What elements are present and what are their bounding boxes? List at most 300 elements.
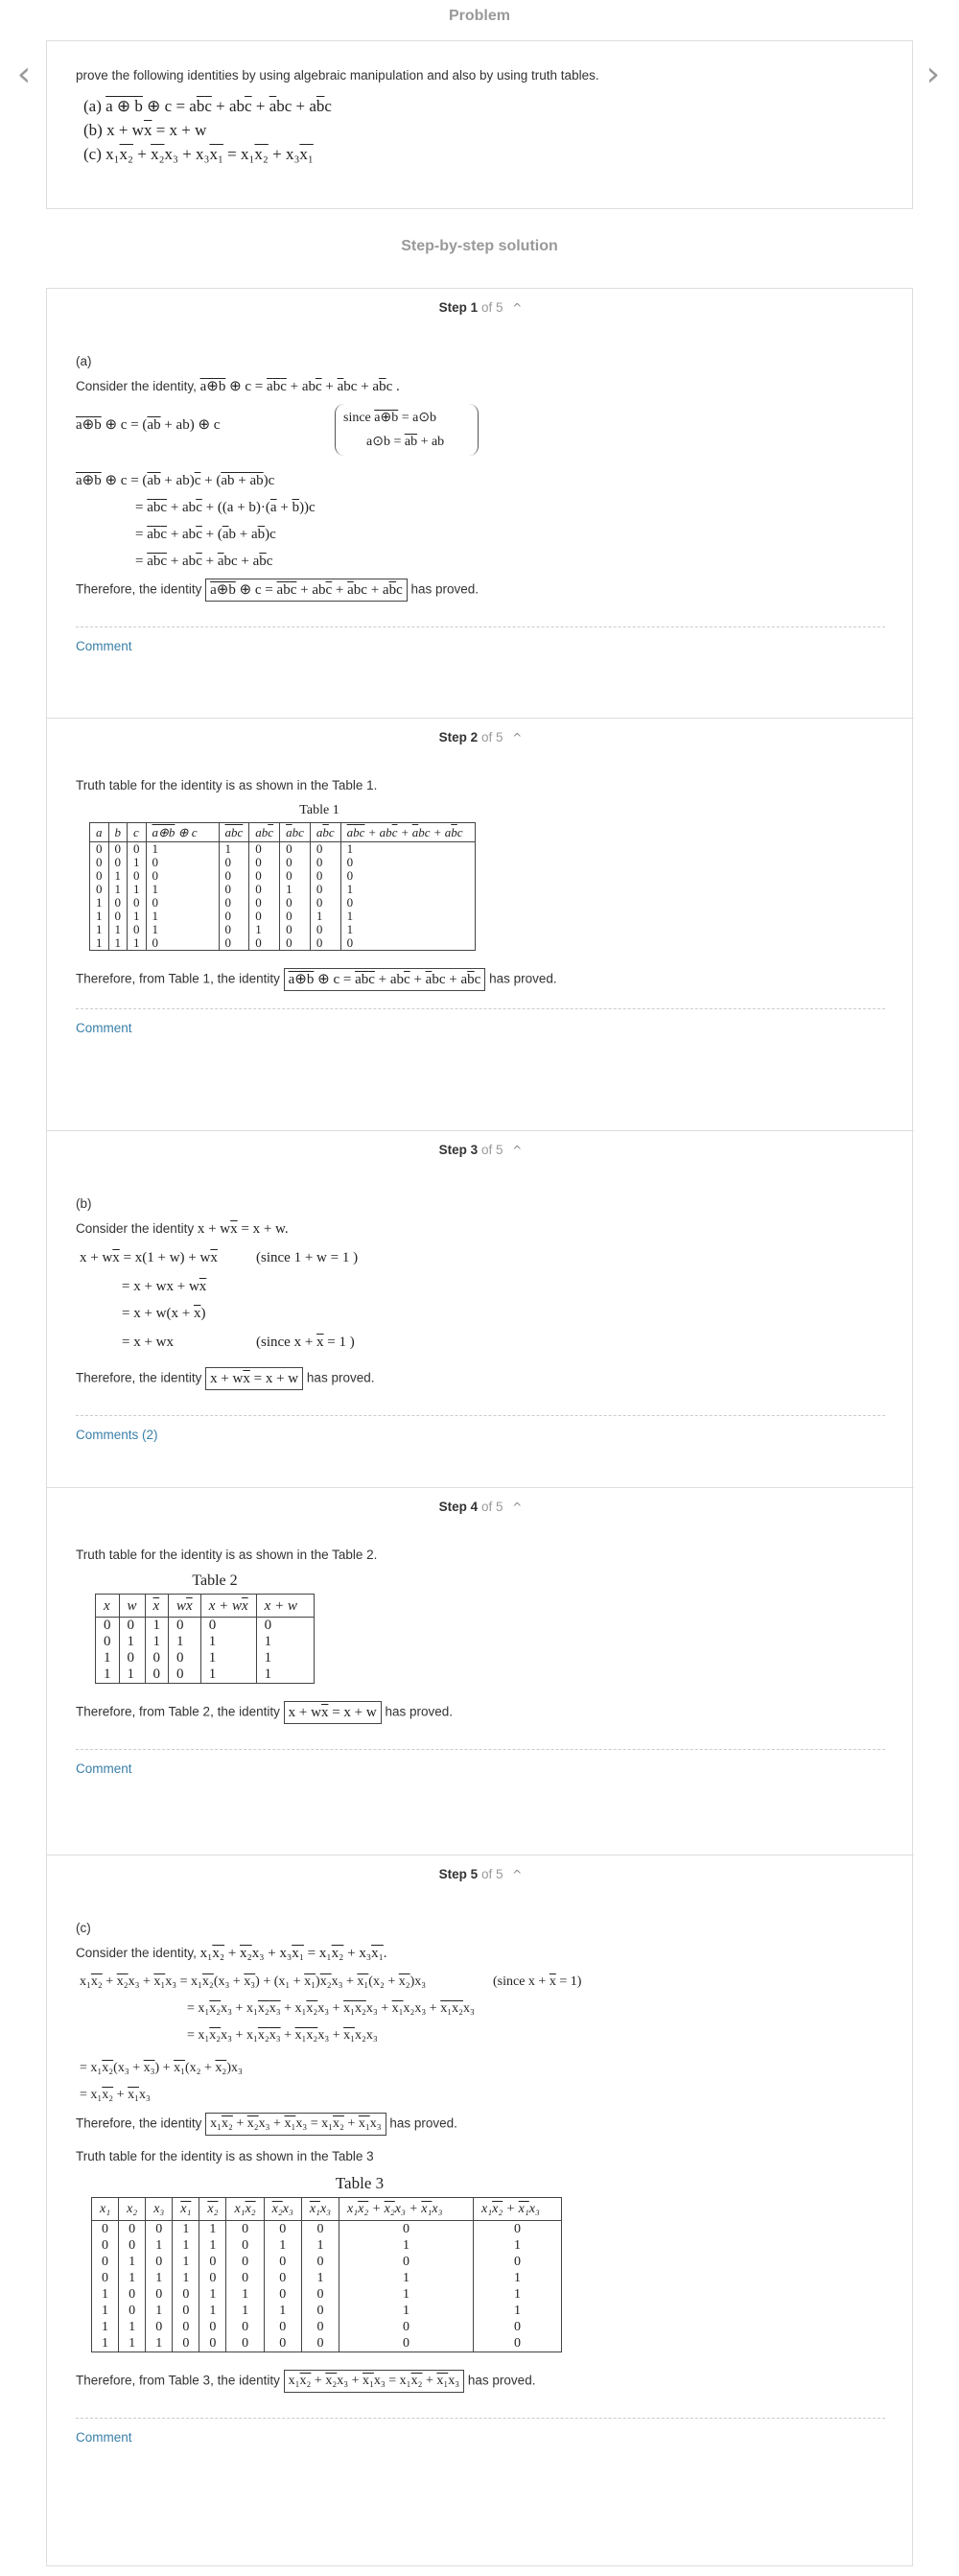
table-cell: 0 <box>108 896 128 910</box>
note: (since $x + \overline{x} = 1$) <box>493 1974 582 1989</box>
note: (since $x + \overline{x} = 1$ ) <box>256 1335 355 1350</box>
table-intro: Truth table for the identity is as shown in the Table 2. <box>76 1548 378 1562</box>
table-cell: 1 <box>146 2303 173 2319</box>
table-cell: 0 <box>301 2319 339 2335</box>
table-cell: 0 <box>249 936 280 951</box>
col-header: $\overline{a}\overline{b}\overline{c} + ab\overline{c} + \overline{a}bc + a\overline{b}c$ <box>340 823 475 842</box>
boxed-identity: $x + w\overline{x} = x + w$ <box>284 1701 382 1724</box>
table-cell: 0 <box>310 842 340 857</box>
derivation-intro: a⊕b ⊕ $c = (\overline{a}\overline{b} + ab)$ ⊕ c since a⊕b = a⊙b a⊙b = $\overline{a}\overline{b}$ + ab <box>76 404 885 461</box>
table-cell: 1 <box>340 842 475 857</box>
derivation-b: $x + w\overline{x} = x(1 + w) + w\overline{x}$ = x + wx + $w\overline{x}$ = $x + w(x + \overline{x})$ = x + wx (since 1 + w = 1 ) (since $x + \overline{x} = 1$ ) <box>76 1244 885 1359</box>
table-title: Table 3 <box>335 2174 385 2192</box>
table-cell: 0 <box>264 2221 301 2238</box>
therefore-line <box>76 968 885 991</box>
table-cell: 1 <box>108 869 128 883</box>
comment-link[interactable]: Comment <box>76 1021 132 1035</box>
table-title: Table 1 <box>299 803 339 817</box>
table-cell: 1 <box>128 883 147 896</box>
table-cell: 1 <box>92 2335 119 2352</box>
table-cell: 1 <box>226 2303 264 2319</box>
table-cell: 0 <box>199 2270 226 2286</box>
table-cell: 1 <box>339 2286 474 2303</box>
table-cell: 0 <box>219 883 249 896</box>
table-cell: 0 <box>474 2221 562 2238</box>
step-label: Step 2 <box>438 730 479 744</box>
table-cell: 0 <box>474 2254 562 2270</box>
table-cell: 1 <box>146 910 219 923</box>
table-cell: 1 <box>474 2286 562 2303</box>
proved-text: has proved. <box>489 971 557 986</box>
table-row <box>90 883 476 896</box>
truth-table-2 <box>95 1594 315 1684</box>
table-row <box>92 2319 562 2335</box>
therefore-line <box>76 2113 885 2136</box>
table-cell: 0 <box>264 2270 301 2286</box>
consider-math: $x + w\overline{x} = x + w$. <box>197 1221 289 1237</box>
consider-text: Consider the identity, <box>76 1946 197 1960</box>
table-cell: 1 <box>119 1666 145 1684</box>
col-header: x₂x₃ <box>264 2198 301 2221</box>
therefore-line <box>76 1701 885 1724</box>
table-cell: 1 <box>145 1618 169 1635</box>
comment-link[interactable]: Comment <box>76 2430 132 2445</box>
col-header: $w\overline{x}$ <box>169 1595 201 1618</box>
col-header: b <box>108 823 128 842</box>
table-cell: 1 <box>199 2237 226 2254</box>
table-cell: 0 <box>173 2286 199 2303</box>
proved-text: has proved. <box>385 1704 454 1719</box>
table-cell: 0 <box>219 936 249 951</box>
table-cell: 1 <box>474 2303 562 2319</box>
table-cell: 1 <box>249 923 280 936</box>
table-row <box>92 2237 562 2254</box>
table-row <box>96 1666 315 1684</box>
table-cell: 1 <box>90 923 109 936</box>
boxed-identity: a⊕b ⊕ $c = \overline{a}\overline{b}\overline{c} + ab\overline{c} + \overline{a}bc + a\overline{b}c$ <box>284 968 486 991</box>
table-cell: 1 <box>119 2319 146 2335</box>
table-cell: 0 <box>301 2286 339 2303</box>
proved-text: has proved. <box>467 2373 536 2388</box>
table-cell: 0 <box>474 2335 562 2352</box>
table-cell: 0 <box>249 910 280 923</box>
col-header: x₁x₂ + x₁x₃ <box>474 2198 562 2221</box>
table-cell: 0 <box>301 2254 339 2270</box>
table-cell: 0 <box>200 1618 256 1635</box>
table-cell: 0 <box>119 2286 146 2303</box>
step-label: Step 1 <box>438 300 479 315</box>
problem-part-a: (a) a ⊕ b ⊕ $c = a\overline{b}\overline{c} + ab\overline{c} + \overline{a}bc + a\overline{b}c$ <box>83 97 332 115</box>
table-cell: 1 <box>280 883 311 896</box>
table-cell: 1 <box>90 896 109 910</box>
table-cell: 0 <box>339 2221 474 2238</box>
chevron-right-icon[interactable]: › <box>925 55 941 94</box>
proved-text: has proved. <box>410 581 480 597</box>
table-intro: Truth table for the identity is as shown in the Table 3 <box>76 2149 374 2163</box>
table-cell: 0 <box>128 869 147 883</box>
table-cell: 1 <box>128 910 147 923</box>
truth-table-3 <box>91 2197 562 2352</box>
therefore-text: Therefore, the identity <box>76 2115 202 2131</box>
table-intro: Truth table for the identity is as shown in the Table 1. <box>76 778 378 792</box>
table-row <box>92 2335 562 2352</box>
comment-link[interactable]: Comment <box>76 639 132 653</box>
consider-line <box>76 1219 885 1239</box>
table-cell: 1 <box>340 923 475 936</box>
table-cell: 0 <box>310 856 340 869</box>
col-header: x₁x₃ <box>301 2198 339 2221</box>
divider <box>76 1415 885 1416</box>
col-header: x₁x₂ + x₂x₃ + x₁x₃ <box>339 2198 474 2221</box>
consider-math: x₁x₂ + x₂x₃ + x₃x₁ = x₁x₂ + x₃x₁. <box>199 1946 387 1961</box>
step-5-header[interactable] <box>47 1855 914 1894</box>
divider <box>76 2418 885 2419</box>
table-row <box>92 2270 562 2286</box>
chevron-up-icon: ^ <box>512 1501 523 1514</box>
table-cell: 1 <box>310 910 340 923</box>
table-cell: 0 <box>339 2335 474 2352</box>
table-cell: 1 <box>301 2237 339 2254</box>
table-cell: 1 <box>474 2237 562 2254</box>
table-cell: 1 <box>128 936 147 951</box>
table-cell: 1 <box>119 2254 146 2270</box>
table-row <box>90 910 476 923</box>
table-cell: 0 <box>108 856 128 869</box>
col-header: a⊕b ⊕ c <box>146 823 219 842</box>
table-cell: 1 <box>92 2303 119 2319</box>
table-cell: 0 <box>108 842 128 857</box>
table-row <box>90 842 476 857</box>
comment-link[interactable]: Comment <box>76 1761 132 1776</box>
step-3 <box>47 1130 914 1487</box>
chevron-up-icon: ^ <box>512 1868 523 1881</box>
table-cell: 0 <box>108 910 128 923</box>
table-cell: 0 <box>340 856 475 869</box>
boxed-identity: x₁x₂ + x₂x₃ + x₁x₃ = x₁x₂ + x₁x₃ <box>205 2113 386 2136</box>
table-cell: 0 <box>128 923 147 936</box>
therefore-text: Therefore, the identity <box>76 581 202 597</box>
table-cell: 1 <box>339 2270 474 2286</box>
table-cell: 0 <box>226 2254 264 2270</box>
table-cell: 0 <box>90 883 109 896</box>
table-cell: 0 <box>146 2221 173 2238</box>
table-cell: 0 <box>145 1666 169 1684</box>
col-header: $a\overline{b}c$ <box>310 823 340 842</box>
part-label: (b) <box>76 1196 92 1211</box>
col-header: $\overline{a}bc$ <box>280 823 311 842</box>
table-row <box>90 936 476 951</box>
table-cell: 0 <box>340 896 475 910</box>
boxed-identity: a⊕b ⊕ $c = \overline{a}\overline{b}\overline{c} + ab\overline{c} + \overline{a}bc + a\overline{b}c$ <box>205 579 408 602</box>
step-2-header[interactable] <box>47 719 914 757</box>
col-header: c <box>128 823 147 842</box>
step-1 <box>47 289 914 718</box>
col-header: x₂ <box>119 2198 146 2221</box>
table-cell: 1 <box>146 2237 173 2254</box>
chevron-up-icon: ^ <box>512 301 523 315</box>
therefore-line <box>76 579 885 602</box>
therefore-text: Therefore, from Table 2, the identity <box>76 1704 280 1719</box>
table-cell: 0 <box>249 883 280 896</box>
table-row <box>96 1634 315 1650</box>
table-cell: 0 <box>119 1650 145 1666</box>
chevron-up-icon: ^ <box>512 1144 523 1157</box>
col-header: $\overline{a}\overline{b}\overline{c}$ <box>219 823 249 842</box>
table-cell: 0 <box>128 896 147 910</box>
table-cell: 1 <box>92 2286 119 2303</box>
table-cell: 0 <box>340 936 475 951</box>
table-cell: 0 <box>173 2319 199 2335</box>
table-cell: 0 <box>310 936 340 951</box>
col-header: $\overline{x}$ <box>145 1595 169 1618</box>
table-cell: 0 <box>280 936 311 951</box>
table-cell: 0 <box>145 1650 169 1666</box>
table-cell: 0 <box>219 856 249 869</box>
table-cell: 1 <box>145 1634 169 1650</box>
table-cell: 0 <box>339 2254 474 2270</box>
table-cell: 0 <box>301 2335 339 2352</box>
table-cell: 0 <box>280 896 311 910</box>
table-cell: 0 <box>92 2221 119 2238</box>
table-cell: 0 <box>90 856 109 869</box>
table-row <box>92 2221 562 2238</box>
table-cell: 0 <box>249 856 280 869</box>
table-cell: 1 <box>146 883 219 896</box>
col-header: $ab\overline{c}$ <box>249 823 280 842</box>
problem-card <box>46 40 913 209</box>
table-cell: 0 <box>146 2319 173 2335</box>
table-cell: 0 <box>146 936 219 951</box>
table-cell: 0 <box>146 869 219 883</box>
since-box: since a⊕b = a⊙b a⊙b = $\overline{a}\overline{b}$ + ab <box>335 404 479 456</box>
table-cell: 0 <box>173 2335 199 2352</box>
table-cell: 0 <box>310 883 340 896</box>
table-cell: 0 <box>92 2237 119 2254</box>
table-cell: 1 <box>301 2270 339 2286</box>
table-row <box>96 1618 315 1635</box>
table-cell: 0 <box>219 923 249 936</box>
table-cell: 1 <box>119 1634 145 1650</box>
table-cell: 0 <box>226 2319 264 2335</box>
step-count: of 5 <box>480 1500 503 1514</box>
proved-text: has proved. <box>389 2115 457 2131</box>
table-cell: 1 <box>119 2270 146 2286</box>
step-label: Step 3 <box>438 1143 479 1157</box>
table-cell: 0 <box>249 842 280 857</box>
solution-card <box>46 288 913 2566</box>
table-cell: 0 <box>119 1618 145 1635</box>
table-cell: 0 <box>301 2303 339 2319</box>
table-cell: 0 <box>219 869 249 883</box>
table-cell: 1 <box>108 883 128 896</box>
step-count: of 5 <box>480 730 503 744</box>
consider-math: a⊕b ⊕ $c = \overline{a}\overline{b}\overline{c} + ab\overline{c} + \overline{a}bc + a\overline{b}c$ . <box>199 379 400 394</box>
table-cell: 1 <box>264 2303 301 2319</box>
note: (since 1 + w = 1 ) <box>256 1250 359 1265</box>
table-cell: 0 <box>119 2221 146 2238</box>
step-count: of 5 <box>480 1867 503 1881</box>
consider-text: Consider the identity <box>76 1221 195 1236</box>
solution-heading: Step-by-step solution <box>401 238 558 254</box>
therefore-text: Therefore, from Table 1, the identity <box>76 971 280 986</box>
problem-part-b: (b) $x + w\overline{x} = x + w$ <box>83 121 207 139</box>
col-header: x₁ <box>173 2198 199 2221</box>
table-cell: 1 <box>146 2335 173 2352</box>
table-cell: 0 <box>226 2221 264 2238</box>
table-cell: 1 <box>340 883 475 896</box>
table-cell: 1 <box>199 2303 226 2319</box>
table-cell: 0 <box>173 2303 199 2319</box>
table-cell: 0 <box>249 896 280 910</box>
table-cell: 0 <box>128 842 147 857</box>
table-cell: 1 <box>146 2270 173 2286</box>
problem-heading: Problem <box>448 8 510 24</box>
table-cell: 0 <box>226 2237 264 2254</box>
boxed-identity: $x + w\overline{x} = x + w$ <box>205 1367 303 1390</box>
step-5 <box>47 1855 914 2567</box>
consider-line <box>76 1944 885 1963</box>
table-cell: 0 <box>226 2270 264 2286</box>
table-cell: 0 <box>280 923 311 936</box>
therefore-text: Therefore, from Table 3, the identity <box>76 2373 280 2388</box>
table-cell: 1 <box>169 1634 201 1650</box>
col-header: x₂ <box>199 2198 226 2221</box>
table-cell: 1 <box>119 2335 146 2352</box>
table-cell: 1 <box>339 2303 474 2319</box>
table-cell: 1 <box>146 842 219 857</box>
therefore-line <box>76 1367 885 1390</box>
table-cell: 0 <box>310 896 340 910</box>
table-cell: 1 <box>256 1650 314 1666</box>
table-cell: 0 <box>339 2319 474 2335</box>
table-cell: 1 <box>146 923 219 936</box>
table-row <box>92 2254 562 2270</box>
col-header: x₁ <box>92 2198 119 2221</box>
step-4-header[interactable] <box>47 1488 914 1526</box>
table-cell: 1 <box>96 1666 120 1684</box>
table-cell: 0 <box>249 869 280 883</box>
table-cell: 0 <box>92 2254 119 2270</box>
therefore-text: Therefore, the identity <box>76 1370 202 1385</box>
boxed-identity: x₁x₂ + x₂x₃ + x₁x₃ = x₁x₂ + x₁x₃ <box>284 2370 465 2393</box>
table-row <box>90 856 476 869</box>
table-cell: 1 <box>200 1666 256 1684</box>
table-row <box>90 923 476 936</box>
table-cell: 1 <box>219 842 249 857</box>
table-row <box>96 1650 315 1666</box>
table-cell: 1 <box>96 1650 120 1666</box>
table-row <box>92 2286 562 2303</box>
proved-text: has proved. <box>306 1370 375 1385</box>
table-cell: 0 <box>169 1650 201 1666</box>
table-cell: 0 <box>146 896 219 910</box>
table-cell: 0 <box>264 2335 301 2352</box>
step-count: of 5 <box>480 300 503 315</box>
table-row <box>90 896 476 910</box>
divider <box>76 1749 885 1750</box>
table-cell: 0 <box>92 2270 119 2286</box>
table-cell: 1 <box>90 910 109 923</box>
table-cell: 0 <box>146 856 219 869</box>
table-cell: 1 <box>200 1650 256 1666</box>
col-header: a <box>90 823 109 842</box>
col-header: x₁x₂ <box>226 2198 264 2221</box>
table-cell: 1 <box>108 923 128 936</box>
col-header: x <box>96 1595 120 1618</box>
table-cell: 0 <box>310 923 340 936</box>
table-cell: 1 <box>173 2254 199 2270</box>
table-cell: 0 <box>474 2319 562 2335</box>
table-cell: 1 <box>264 2237 301 2254</box>
col-header: x₃ <box>146 2198 173 2221</box>
table-cell: 0 <box>199 2335 226 2352</box>
table-cell: 0 <box>169 1618 201 1635</box>
table-cell: 0 <box>340 869 475 883</box>
divider <box>76 1008 885 1009</box>
comments-link[interactable]: Comments (2) <box>76 1428 158 1442</box>
table-cell: 0 <box>280 869 311 883</box>
table-cell: 1 <box>90 936 109 951</box>
table-cell: 0 <box>226 2335 264 2352</box>
table-row <box>90 869 476 883</box>
table-cell: 1 <box>256 1634 314 1650</box>
chevron-up-icon: ^ <box>512 731 523 744</box>
divider <box>76 626 885 627</box>
step-4 <box>47 1487 914 1855</box>
step-label: Step 4 <box>438 1500 479 1514</box>
therefore-line-2 <box>76 2370 885 2393</box>
table-cell: 0 <box>280 856 311 869</box>
table-cell: 1 <box>256 1666 314 1684</box>
table-cell: 0 <box>280 910 311 923</box>
table-cell: 1 <box>474 2270 562 2286</box>
table-cell: 0 <box>96 1634 120 1650</box>
step-3-header[interactable] <box>47 1131 914 1170</box>
table-cell: 0 <box>96 1618 120 1635</box>
col-header: x + w <box>256 1595 314 1618</box>
table-cell: 0 <box>90 869 109 883</box>
table-cell: 0 <box>310 869 340 883</box>
table-cell: 1 <box>339 2237 474 2254</box>
table-cell: 0 <box>199 2319 226 2335</box>
table-cell: 0 <box>219 896 249 910</box>
table-cell: 1 <box>128 856 147 869</box>
part-label: (c) <box>76 1921 91 1935</box>
consider-line <box>76 377 885 396</box>
derivation-c: x₁x₂ + x₂x₃ + x₁x₃ = x₁x₂(x₃ + x₃) + (x₁ + x₁)x₂x₃ + x₁(x₂ + x₂)x₃ (since $x + \overline{x} = 1$) = x₁x₂x₃ + x₁x₂x₃ + x₁x₂x₃ + x₁x₂x₃ + x₁x₂x₃ + x₁x₂x₃ = x₁x₂x₃ + x₁x₂x₃ + x₁x₂x₃ + x₁x₂x₃ = x₁x₂(x₃ + x₃) + x₁(x₂ + x₂)x₃ = x₁x₂ + x₁x₃ <box>76 1969 885 2113</box>
problem-part-c: (c) x₁x₂ + x₂x₃ + x₃x₁ = x₁x₂ + x₃x₁ <box>83 145 314 163</box>
table-cell: 0 <box>264 2286 301 2303</box>
table-cell: 0 <box>219 910 249 923</box>
step-1-header[interactable] <box>47 289 914 327</box>
table-cell: 0 <box>264 2254 301 2270</box>
table-cell: 0 <box>256 1618 314 1635</box>
table-cell: 1 <box>200 1634 256 1650</box>
table-cell: 0 <box>169 1666 201 1684</box>
table-cell: 0 <box>280 842 311 857</box>
table-cell: 0 <box>301 2221 339 2238</box>
table-cell: 0 <box>119 2237 146 2254</box>
table-cell: 1 <box>199 2221 226 2238</box>
chevron-left-icon[interactable]: ‹ <box>16 55 32 94</box>
consider-text: Consider the identity, <box>76 379 197 393</box>
problem-intro: prove the following identities by using algebraic manipulation and also by using truth tables. <box>76 68 599 83</box>
table-cell: 1 <box>199 2286 226 2303</box>
table-cell: 1 <box>340 910 475 923</box>
table-cell: 1 <box>92 2319 119 2335</box>
table-cell: 0 <box>264 2319 301 2335</box>
table-cell: 1 <box>173 2237 199 2254</box>
